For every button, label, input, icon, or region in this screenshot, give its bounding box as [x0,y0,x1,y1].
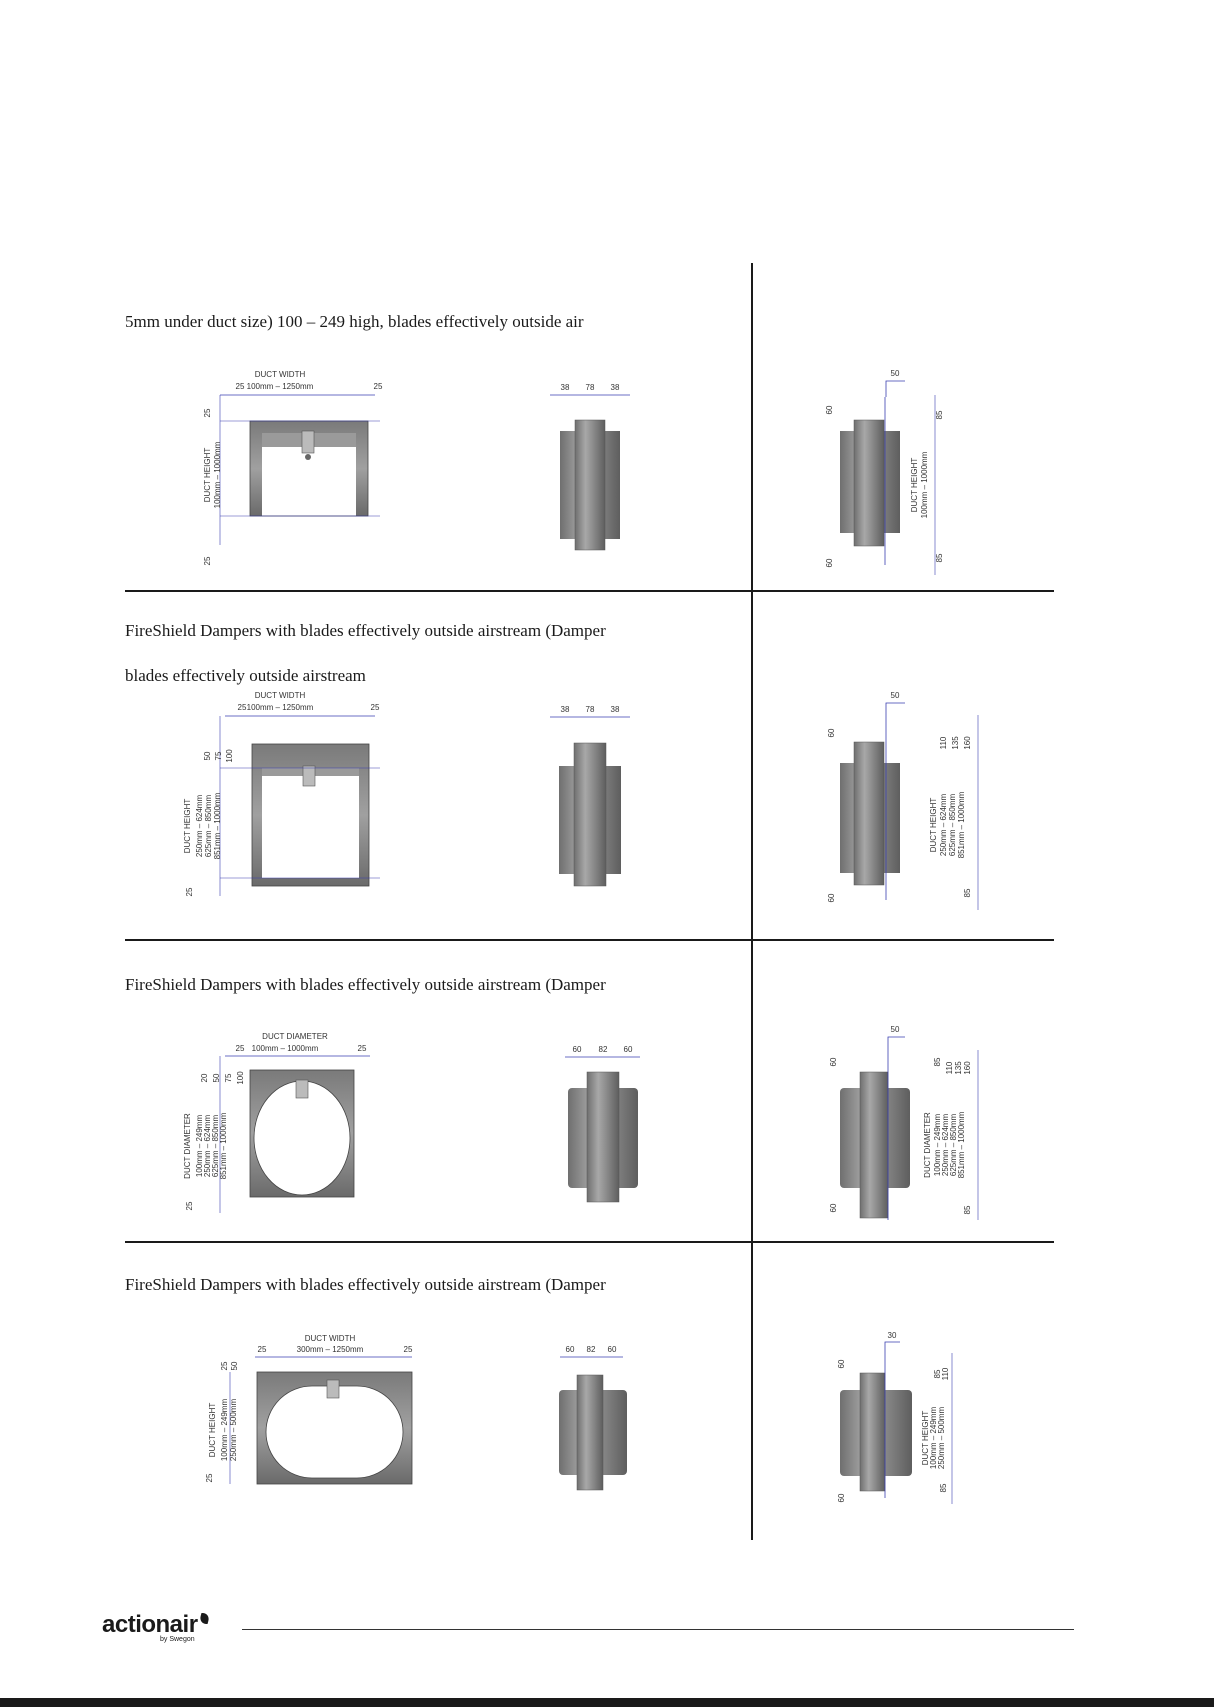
row2-front-view [180,686,400,906]
row1-front-top: 25 [203,408,212,418]
logo-text: actionair [102,1611,198,1638]
footer-rule [242,1629,1074,1630]
row3-section-d1: 100mm – 249mm [933,1113,942,1177]
row3-section-d4: 851mm – 1000mm [957,1111,966,1179]
row2-front-t2: 75 [214,751,223,761]
row3-front-view [180,1028,390,1228]
row1-section-height-range: 100mm – 1000mm [920,451,929,519]
row3-caption: FireShield Dampers with blades effectively outside airstream (Damper [125,975,606,994]
row1-front-title: DUCT WIDTH [254,370,306,379]
row2-front-bottom: 25 [185,887,194,897]
row3-front-title: DUCT DIAMETER [262,1032,328,1041]
row3-front-d3: 625mm – 850mm [211,1114,220,1178]
row-divider-1 [125,590,1054,592]
row2-section-top: 60 [827,728,836,738]
row4-front-title: DUCT WIDTH [304,1334,356,1343]
row3-section-top: 60 [829,1057,838,1067]
row3-section-r3: 160 [963,1061,972,1075]
row1-section-height-label: DUCT HEIGHT [910,457,919,513]
row3-front-right: 25 [357,1044,367,1053]
row4-front-h1: 100mm – 249mm [220,1398,229,1462]
row4-side-view [555,1340,645,1490]
row1-side-view [545,378,635,558]
row4-front-t2: 50 [230,1361,239,1371]
row1-section-right-bottom: 85 [935,553,944,563]
row4-front-range: 300mm – 1250mm [296,1345,364,1354]
row1-front-height-range: 100mm – 1000mm [213,441,222,509]
row3-section-r1: 110 [945,1061,954,1075]
row2-section-right-bottom: 85 [963,888,972,898]
row4-section-h2: 250mm – 500mm [937,1406,946,1470]
row2-front-title: DUCT WIDTH [254,691,306,700]
row4-section-flange: 30 [887,1331,897,1340]
row2-side-b: 78 [585,705,595,714]
row3-front-d1: 100mm – 249mm [195,1114,204,1178]
row3-front-d-label: DUCT DIAMETER [183,1113,192,1179]
row4-side-c: 60 [607,1345,617,1354]
row3-side-b: 82 [598,1045,608,1054]
row2-side-a: 38 [560,705,570,714]
row2-side-c: 38 [610,705,620,714]
row1-section-view [820,365,960,580]
row4-section-r1: 85 [933,1369,942,1379]
table-column-divider [751,263,753,1540]
row1-section-bottom: 60 [825,558,834,568]
row2-front-t3: 100 [225,749,234,763]
row1-side-a: 38 [560,383,570,392]
row2-front-range: 100mm – 1250mm [246,703,314,712]
row2-section-height-label: DUCT HEIGHT [929,797,938,853]
row3-section-bottom: 60 [829,1203,838,1213]
row4-section-right-bottom: 85 [939,1483,948,1493]
row2-section-r3: 160 [963,736,972,750]
row3-front-range: 100mm – 1000mm [251,1044,319,1053]
row1-front-bottom: 25 [203,556,212,566]
row3-side-view [560,1040,650,1210]
row2-section-flange: 50 [890,691,900,700]
row3-section-d2: 250mm – 624mm [941,1113,950,1177]
row2-front-right: 25 [370,703,380,712]
row2-section-bottom: 60 [827,893,836,903]
row2-front-h3: 851mm – 1000mm [213,792,222,860]
row2-front-height-label: DUCT HEIGHT [183,798,192,854]
row2-section-h3: 851mm – 1000mm [957,791,966,859]
row4-section-r2: 110 [941,1367,950,1381]
row4-section-h1: 100mm – 249mm [929,1406,938,1470]
row-divider-3 [125,1241,1054,1243]
row3-front-t1: 20 [200,1073,209,1083]
row4-front-h2: 250mm – 500mm [229,1398,238,1462]
row1-front-view [180,365,400,585]
row1-section-top: 60 [825,405,834,415]
row3-section-right-bottom: 85 [963,1205,972,1215]
row1-caption: 5mm under duct size) 100 – 249 high, blades effectively outside air [125,312,584,331]
row4-side-b: 82 [586,1345,596,1354]
row3-section-view [830,1020,990,1235]
row4-front-view [200,1330,430,1490]
row2-front-h1: 250mm – 624mm [195,794,204,858]
row2-section-r1: 110 [939,736,948,750]
row2-front-t1: 50 [203,751,212,761]
row2-section-r2: 135 [951,736,960,750]
row4-section-top: 60 [837,1359,846,1369]
row1-section-flange: 50 [890,369,900,378]
actionair-logo [102,1611,209,1639]
row2-front-left: 25 [237,703,247,712]
row2-side-view [545,700,635,900]
row-divider-2 [125,939,1054,941]
row4-section-height-label: DUCT HEIGHT [921,1410,930,1466]
row4-caption: FireShield Dampers with blades effectively outside airstream (Damper [125,1275,606,1294]
row3-front-bottom: 25 [185,1201,194,1211]
row3-section-r2: 135 [954,1061,963,1075]
row3-front-t4: 100 [236,1071,245,1085]
row2-caption: FireShield Dampers with blades effectively outside airstream (Damper [125,621,606,640]
row3-section-r0: 85 [933,1057,942,1067]
row1-side-b: 78 [585,383,595,392]
row3-section-flange: 50 [890,1025,900,1034]
row4-section-bottom: 60 [837,1493,846,1503]
row4-front-height-label: DUCT HEIGHT [208,1402,217,1458]
row4-front-t1: 25 [220,1361,229,1371]
row3-front-t3: 75 [224,1073,233,1083]
row3-section-d3: 625mm – 850mm [949,1113,958,1177]
row2-subcaption: blades effectively outside airstream [125,666,366,685]
row3-side-c: 60 [623,1045,633,1054]
row2-section-h1: 250mm – 624mm [939,793,948,857]
row1-front-range: 100mm – 1250mm [246,382,314,391]
row4-section-view [830,1328,970,1508]
logo-byline: by Swegon [160,1636,195,1643]
row4-front-bottom: 25 [205,1473,214,1483]
row1-front-height-label: DUCT HEIGHT [203,447,212,503]
row1-side-c: 38 [610,383,620,392]
row2-front-h2: 625mm – 850mm [204,794,213,858]
row3-front-left: 25 [235,1044,245,1053]
row3-side-a: 60 [572,1045,582,1054]
row4-front-left: 25 [257,1345,267,1354]
row1-front-right: 25 [373,382,383,391]
leaf-icon [198,1613,210,1624]
row3-front-d2: 250mm – 624mm [203,1114,212,1178]
row1-section-right-top: 85 [935,410,944,420]
row2-section-view [820,685,980,915]
row3-front-d4: 851mm – 1000mm [219,1112,228,1180]
row4-side-a: 60 [565,1345,575,1354]
row3-section-d-label: DUCT DIAMETER [923,1112,932,1178]
row1-front-left: 25 [235,382,245,391]
row4-front-right: 25 [403,1345,413,1354]
page-bottom-bar [0,1698,1214,1707]
row3-front-t2: 50 [212,1073,221,1083]
row2-section-h2: 625mm – 850mm [948,793,957,857]
